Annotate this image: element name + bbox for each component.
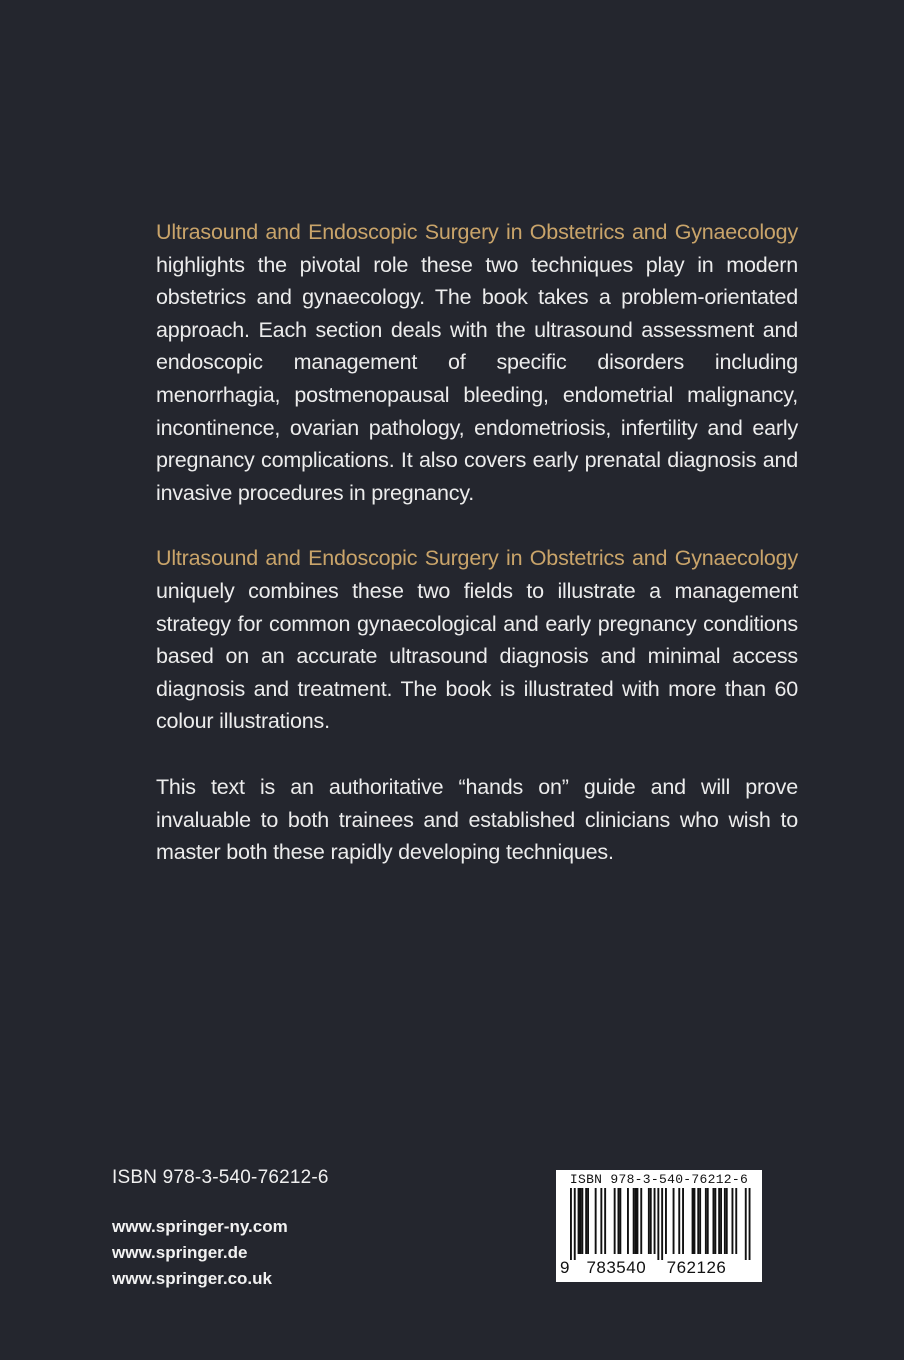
barcode-bar xyxy=(678,1188,680,1254)
barcode-bar xyxy=(619,1188,621,1254)
barcode-bar xyxy=(587,1188,589,1254)
barcode-group-2: 762126 xyxy=(666,1258,727,1277)
barcode-bar xyxy=(654,1188,656,1254)
barcode-digits xyxy=(560,1258,758,1278)
barcode-bar xyxy=(707,1188,709,1254)
publisher-urls xyxy=(112,1214,288,1292)
barcode-bar xyxy=(749,1188,751,1260)
barcode-bar xyxy=(699,1188,701,1254)
url-link[interactable]: www.springer.co.uk xyxy=(112,1269,272,1288)
barcode-bar xyxy=(713,1188,715,1254)
blurb-paragraph-1 xyxy=(156,216,798,509)
book-title-highlight: Ultrasound and Endoscopic Surgery in Obstetrics and Gynaecology xyxy=(156,546,798,571)
barcode-bar xyxy=(618,1188,620,1254)
barcode-bar xyxy=(665,1188,667,1254)
barcode-bar xyxy=(648,1188,650,1254)
barcode-bar xyxy=(585,1188,587,1254)
barcode-bar xyxy=(718,1188,720,1254)
barcode-bar xyxy=(705,1188,707,1254)
barcode-bar xyxy=(657,1188,659,1260)
barcode-bar xyxy=(637,1188,639,1254)
isbn-line: ISBN 978-3-540-76212-6 xyxy=(112,1167,329,1188)
barcode-bar xyxy=(650,1188,652,1254)
barcode-bar xyxy=(694,1188,696,1254)
barcode-bar xyxy=(640,1188,642,1254)
barcode-first-digit: 9 xyxy=(560,1258,570,1277)
barcode-bar xyxy=(633,1188,635,1254)
book-title-highlight: Ultrasound and Endoscopic Surgery in Obstetrics and Gynaecology xyxy=(156,220,798,244)
barcode-bar xyxy=(581,1188,583,1254)
barcode-bar xyxy=(635,1188,637,1254)
barcode-bar xyxy=(735,1188,737,1254)
barcode-bar xyxy=(726,1188,728,1254)
barcode-bar xyxy=(661,1188,663,1260)
barcode-bar xyxy=(692,1188,694,1254)
barcode-bar xyxy=(578,1188,580,1254)
barcode xyxy=(556,1170,762,1282)
paragraph-text: highlights the pivotal role these two techniques play in modern obstetrics and gynaecology. The book takes a problem-orientated approach. Each section deals with the ultrasound assessment and endoscopic management of specific disorders including menorrhagia, postmenopausal bleeding, endometrial malignancy, incontinence, ovarian pathology, endometriosis, infertility and early pregnancy complications. It also covers early prenatal diagnosis and invasive procedures in pregnancy. xyxy=(156,252,798,505)
barcode-bar xyxy=(732,1188,734,1254)
barcode-bar xyxy=(595,1188,597,1254)
blurb-paragraph-3 xyxy=(156,771,798,869)
barcode-group-1: 783540 xyxy=(586,1258,647,1277)
barcode-bar xyxy=(580,1188,582,1254)
barcode-bar xyxy=(673,1188,675,1254)
barcode-bar xyxy=(724,1188,726,1254)
barcode-bar xyxy=(697,1188,699,1254)
barcode-bar xyxy=(682,1188,684,1254)
barcode-bar xyxy=(720,1188,722,1254)
url-link[interactable]: www.springer.de xyxy=(112,1243,248,1262)
barcode-bar xyxy=(627,1188,629,1254)
url-link[interactable]: www.springer-ny.com xyxy=(112,1217,288,1236)
barcode-bar xyxy=(614,1188,616,1254)
barcode-isbn-label: ISBN 978-3-540-76212-6 xyxy=(569,1172,749,1187)
back-cover-blurb xyxy=(156,216,798,869)
barcode-bar xyxy=(745,1188,747,1260)
blurb-paragraph-2 xyxy=(156,542,798,738)
barcode-bar xyxy=(714,1188,716,1254)
barcode-bar xyxy=(604,1188,606,1254)
barcode-bars-icon xyxy=(556,1188,762,1260)
barcode-bar xyxy=(570,1188,572,1260)
barcode-bar xyxy=(574,1188,576,1260)
barcode-bar xyxy=(600,1188,602,1254)
paragraph-text: This text is an authoritative “hands on” guide and will prove invaluable to both trainees and established clinicians who wish to master both these rapidly developing techniques. xyxy=(156,774,798,865)
paragraph-text: uniquely combines these two fields to illustrate a management strategy for common gynaecological and early pregnancy conditions based on an accurate ultrasound diagnosis and minimal access diagnosis and treatment. The book is illustrated with more than 60 colour illustrations. xyxy=(156,578,798,734)
